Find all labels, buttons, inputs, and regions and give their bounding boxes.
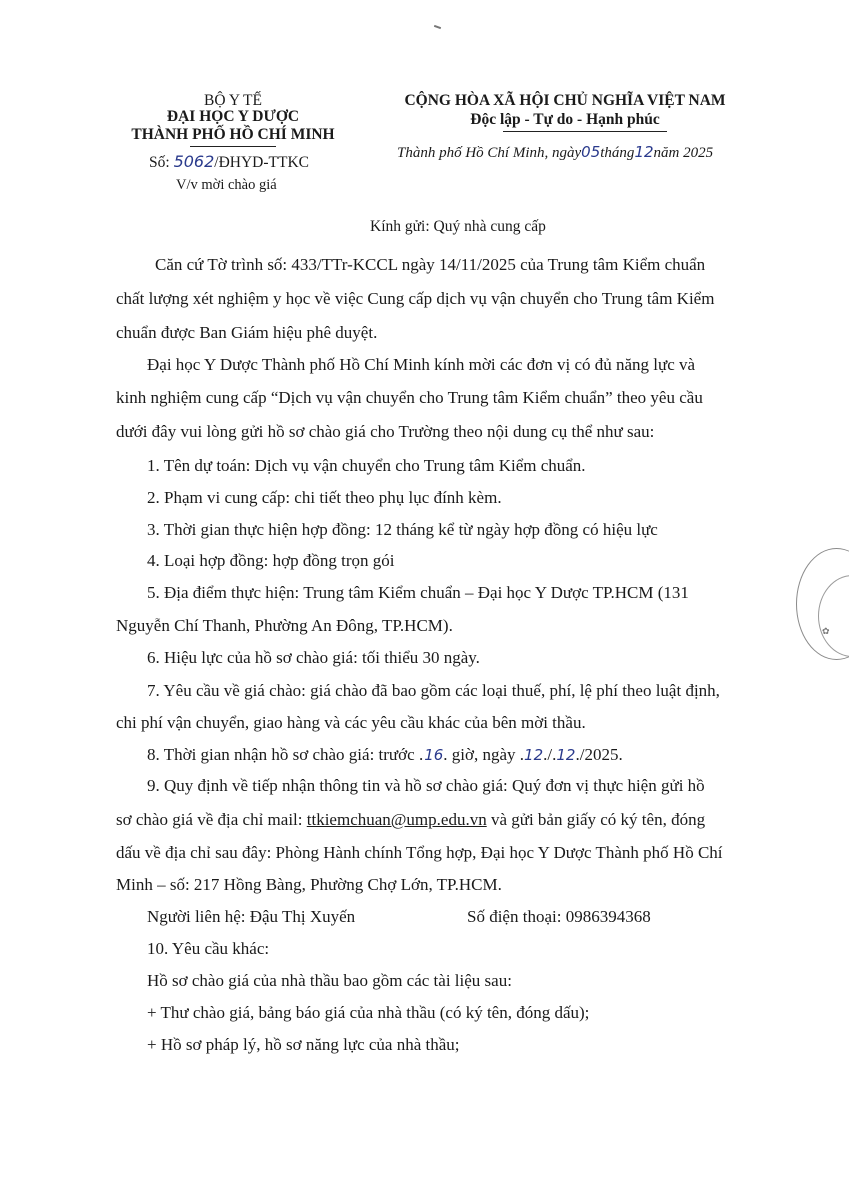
item-9-line-2 — [116, 811, 705, 828]
item-6: 6. Hiệu lực của hồ sơ chào giá: tối thiểu 30 ngày. — [147, 648, 480, 667]
contact-phone: Số điện thoại: 0986394368 — [467, 907, 651, 926]
paragraph-1-line-3: chuẩn được Ban Giám hiệu phê duyệt. — [116, 323, 378, 342]
item-8-hour: 16 — [424, 746, 444, 764]
national-motto: Độc lập - Tự do - Hạnh phúc — [470, 111, 660, 128]
item-3: 3. Thời gian thực hiện hợp đồng: 12 tháng kể từ ngày hợp đồng có hiệu lực — [147, 520, 658, 539]
document-subject: V/v mời chào giá — [176, 177, 277, 193]
date-prefix: Thành phố Hồ Chí Minh, ngày — [397, 145, 582, 161]
item-2: 2. Phạm vi cung cấp: chi tiết theo phụ lục đính kèm. — [147, 488, 502, 507]
date-year-label: năm 2025 — [653, 145, 714, 161]
item-8-month: 12 — [556, 746, 576, 764]
recipient-line: Kính gửi: Quý nhà cung cấp — [370, 218, 546, 235]
document-number-prefix: Số: — [149, 154, 170, 171]
item-5-line-2: Nguyễn Chí Thanh, Phường An Đông, TP.HCM). — [116, 616, 453, 635]
item-4: 4. Loại hợp đồng: hợp đồng trọn gói — [147, 551, 395, 570]
item-10: 10. Yêu cầu khác: — [147, 939, 270, 958]
paragraph-2-line-1: Đại học Y Dược Thành phố Hồ Chí Minh kính mời các đơn vị có đủ năng lực và — [147, 355, 696, 374]
paragraph-2-line-3: dưới đây vui lòng gửi hồ sơ chào giá cho Trường theo nội dung cụ thể như sau: — [116, 422, 655, 441]
ministry-name: BỘ Y TẾ — [204, 92, 262, 109]
document-number-suffix: /ĐHYD-TTKC — [214, 154, 309, 171]
item-7-line-1: 7. Yêu cầu về giá chào: giá chào đã bao gồm các loại thuế, phí, lệ phí theo luật định, — [147, 681, 720, 700]
item-8-day: 12 — [524, 746, 544, 764]
paragraph-1-line-1: Căn cứ Tờ trình số: 433/TTr-KCCL ngày 14/11/2025 của Trung tâm Kiểm chuẩn — [155, 255, 706, 274]
item-9-line-1: 9. Quy định về tiếp nhận thông tin và hồ sơ chào giá: Quý đơn vị thực hiện gửi hồ — [147, 776, 705, 795]
item-8-year: /2025. — [579, 745, 623, 764]
item-10-a: + Thư chào giá, bảng báo giá của nhà thầu (có ký tên, đóng dấu); — [147, 1003, 590, 1022]
item-8-prefix: 8. Thời gian nhận hồ sơ chào giá: trước — [147, 745, 415, 764]
item-5-line-1: 5. Địa điểm thực hiện: Trung tâm Kiểm chuẩn – Đại học Y Dược TP.HCM (131 — [147, 583, 689, 602]
item-10-intro: Hồ sơ chào giá của nhà thầu bao gồm các tài liệu sau: — [147, 971, 512, 990]
university-name-line2: THÀNH PHỐ HỒ CHÍ MINH — [131, 126, 335, 143]
document-date — [397, 143, 713, 162]
university-name-line1: ĐẠI HỌC Y DƯỢC — [166, 108, 300, 125]
document-number-handwritten: 5062 — [173, 152, 215, 171]
item-9-line-4: Minh – số: 217 Hồng Bàng, Phường Chợ Lớn, TP.HCM. — [116, 875, 502, 894]
item-7-line-2: chi phí vận chuyển, giao hàng và các yêu cầu khác của bên mời thầu. — [116, 713, 586, 732]
seal-stamp-mark: ✿ — [822, 626, 830, 636]
document-number — [149, 152, 309, 172]
date-day: 05 — [581, 143, 601, 161]
item-8: 8. Thời gian nhận hồ sơ chào giá: trước .16. giờ, ngày .12./.12./2025. — [147, 745, 623, 764]
contact-email-link[interactable]: ttkiemchuan@ump.edu.vn — [306, 810, 487, 829]
date-month-label: tháng — [600, 145, 635, 161]
country-name: CỘNG HÒA XÃ HỘI CHỦ NGHĨA VIỆT NAM — [404, 92, 726, 109]
item-8-mid: giờ, ngày — [451, 745, 516, 764]
scan-mark — [434, 25, 441, 29]
date-month: 12 — [634, 143, 654, 161]
item-9-line-2-post: và gửi bản giấy có ký tên, đóng — [490, 810, 706, 829]
item-9-line-2-pre: sơ chào giá về địa chỉ mail: — [116, 810, 303, 829]
item-10-b: + Hồ sơ pháp lý, hồ sơ năng lực của nhà thầu; — [147, 1035, 460, 1054]
paragraph-2-line-2: kinh nghiệm cung cấp “Dịch vụ vận chuyển cho Trung tâm Kiểm chuẩn” theo yêu cầu — [116, 388, 703, 407]
contact-person: Người liên hệ: Đậu Thị Xuyến — [147, 907, 356, 926]
item-9-line-3: dấu về địa chỉ sau đây: Phòng Hành chính Tổng hợp, Đại học Y Dược Thành phố Hồ Chí — [116, 843, 723, 862]
item-1: 1. Tên dự toán: Dịch vụ vận chuyển cho Trung tâm Kiểm chuẩn. — [147, 456, 586, 475]
paragraph-1-line-2: chất lượng xét nghiệm y học về việc Cung cấp dịch vụ vận chuyển cho Trung tâm Kiểm — [116, 289, 715, 308]
header-left-rule — [190, 146, 276, 147]
header-right-rule — [503, 131, 667, 132]
